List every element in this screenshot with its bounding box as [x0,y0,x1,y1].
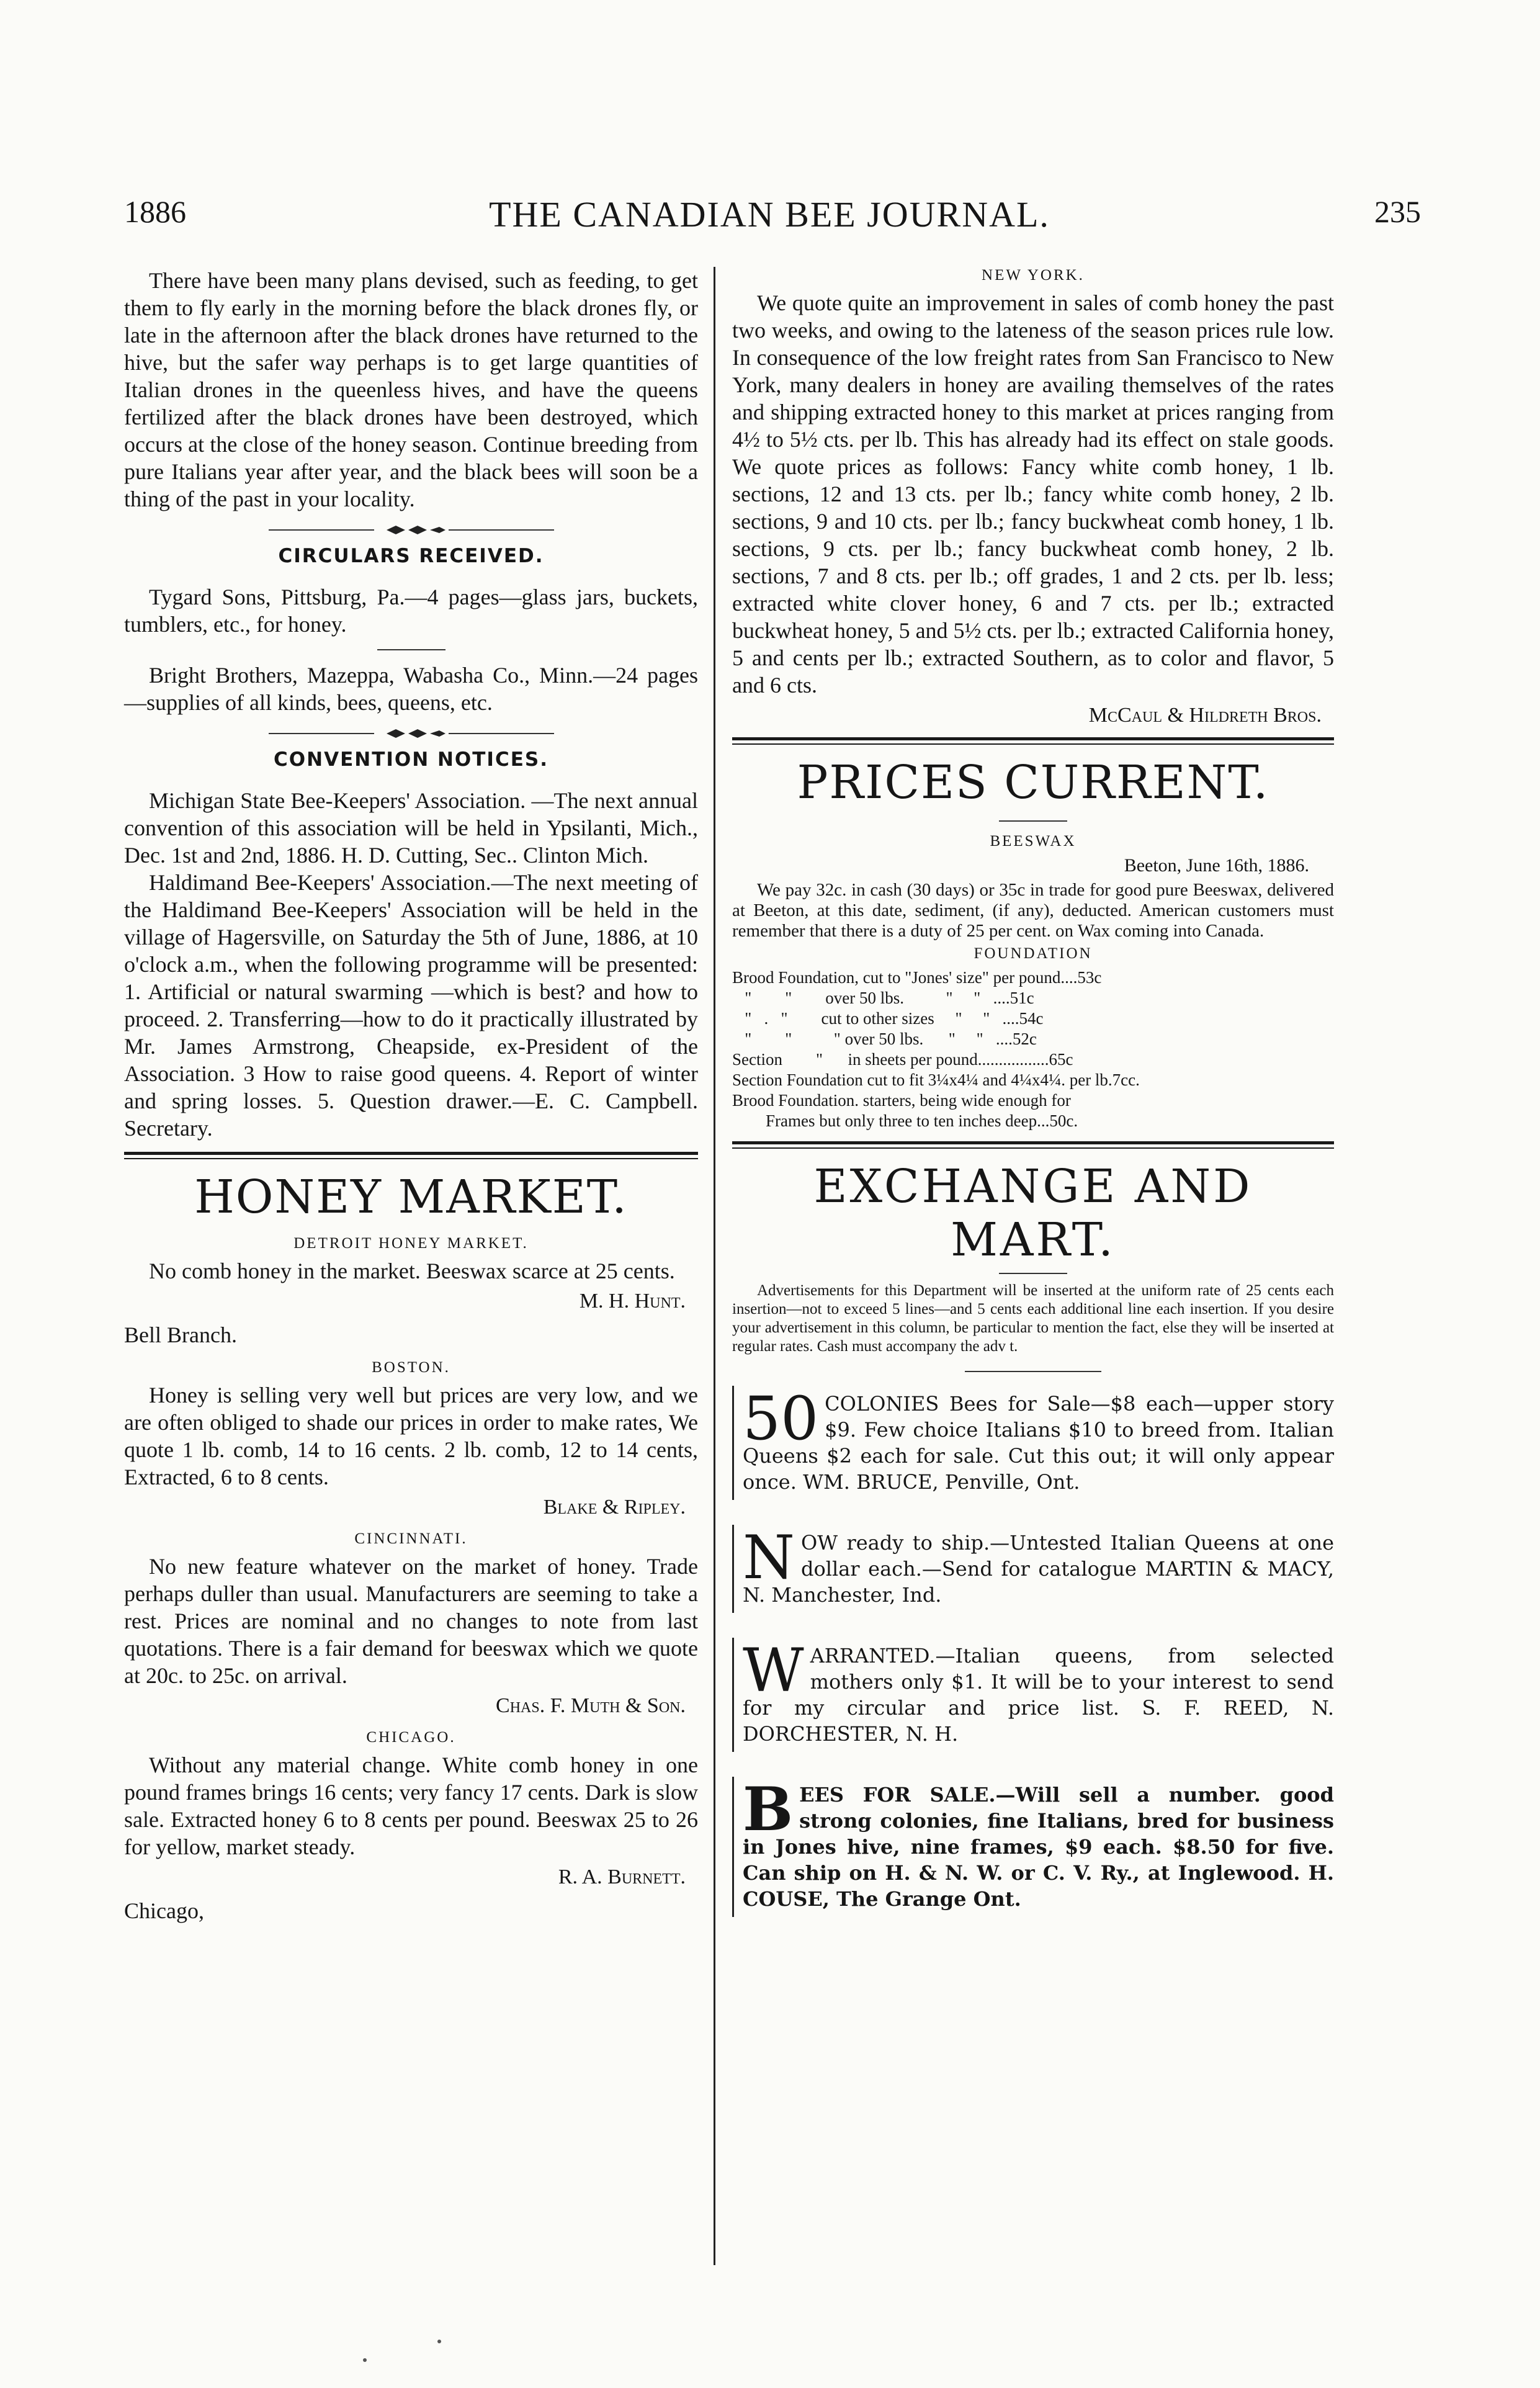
print-speck [437,2340,441,2343]
circular-tygard: Tygard Sons, Pittsburg, Pa.—4 pages—glass jars, buckets, tumblers, etc., for honey. [124,585,698,637]
prices-current-title: PRICES CURRENT. [797,756,1269,809]
circular-bright: Bright Brothers, Mazeppa, Wabasha Co., Minn.—24 pages—supplies of all kinds, bees, queens, etc. [124,663,698,715]
column-divider [714,267,715,2265]
newyork-signature: McCaul & Hildreth Bros. [1088,704,1322,727]
drop-cap: N [743,1523,795,1592]
newyork-report: We quote quite an improvement in sales of comb honey the past two weeks, and owing to the lateness of the season prices rule low. In consequence of the low freight rates from San Francisco to New York, many dealers in honey are availing themselves of the rates and shipping extracted honey to this market at prices ranging from 4½ to 5½ cts. per lb. This has already had its effect on stale goods. We quote prices as follows: Fancy white comb honey, 1 lb. sections, 12 and 13 cts. per lb.; fancy white comb honey, 2 lb. sections, 9 and 10 cts. per lb.; fancy buckwheat comb honey, 1 lb. sections, 9 cts. per lb.; fancy buckwheat comb honey, 2 lb. sections, 7 and 8 cts. per lb.; off grades, 1 and 2 cts. per lb. less; extracted white clover honey, 6 and 7 cts. per lb.; extracted buckwheat honey, 5 and 5½ cts. per lb.; extracted California honey, 5 and cents per lb.; extracted Southern, as to color and flavor, 5 and 6 cts. [732,290,1335,698]
exchange-terms: Advertisements for this Department will be inserted at the uniform rate of 25 cents each insertion—not to exceed 5 lines—and 5 cents each additional line each insertion. If you desire your advertisement in this column, be particular to mention the fact, else they will be inserted at regular rates. Cash must accompany the adv t. [732,1282,1334,1355]
short-rule [965,1371,1101,1372]
journal-title: THE CANADIAN BEE JOURNAL. [489,194,1050,235]
chicago-place: Chicago, [124,1898,204,1923]
short-rule [999,1273,1067,1274]
price-line: Section Foundation cut to fit 3¼x4¼ and 4¼x4¼. per lb.7cc. [732,1071,1140,1089]
double-rule [732,1141,1334,1149]
intro-paragraph: There have been many plans devised, such as feeding, to get them to fly early in the morning before the black drones fly, or late in the afternoon after the black drones have returned to the hive, but the safer way perhaps is to get large quantities of Italian drones in the queenless hives, and have the queens fertilized after the black drones have been destroyed, which occurs at the close of the honey season. Continue breeding from pure Italians year after year, and the black bees will soon be a thing of the past in your locality. [124,268,698,511]
convention-heading: CONVENTION NOTICES. [274,748,548,771]
chicago-signature: R. A. Burnett. [558,1865,686,1888]
double-rule [732,737,1334,745]
cincinnati-signature: Chas. F. Muth & Son. [496,1694,686,1717]
drop-cap: B [743,1774,794,1844]
right-column [732,267,1334,1942]
short-rule [999,820,1067,822]
beeswax-text: We pay 32c. in cash (30 days) or 35c in trade for good pure Beeswax, delivered at Beeton, at this date, sediment, (if any), deducted. American customers must remember that there is a duty of 25 per cent. on Wax coming into Canada. [732,880,1334,941]
drop-cap: 50 [743,1384,819,1453]
detroit-place: Bell Branch. [124,1322,237,1347]
beeswax-heading: BEESWAX [990,833,1077,850]
ad-text: OW ready to ship.—Untested Italian Queens at one dollar each.—Send for catalogue MARTIN & MACY, N. Manchester, Ind. [743,1531,1334,1607]
ad-couse-bees [732,1774,1334,1917]
boston-signature: Blake & Ripley. [543,1496,686,1519]
drop-cap: W [743,1636,804,1705]
detroit-report: No comb honey in the market. Beeswax scarce at 25 cents. [149,1259,675,1283]
chicago-heading: CHICAGO. [366,1729,456,1746]
price-line: " " " over 50 lbs. " " ....52c [732,1030,1037,1048]
haldimand-notice: Haldimand Bee-Keepers' Association.—The next meeting of the Haldimand Bee-Keepers' Association will be held in the village of Hagersville, on Saturday the 5th of June, 1886, at 10 o'clock a.m., when the following programme will be presented: 1. Artificial or natural swarming —which is best? and how to proceed. 2. Transferring—how to do it practically illustrated by Mr. James Armstrong, Cheapside, ex-President of the Association. 3 How to raise good queens. 4. Report of winter and spring losses. 5. Question drawer.—E. C. Campbell. Secretary. [124,870,698,1141]
boston-report: Honey is selling very well but prices are very low, and we are often obliged to shade our prices in order to make rates, We quote 1 lb. comb, 14 to 16 cents. 2 lb. comb, 12 to 14 cents, Extracted, 6 to 8 cents. [124,1383,698,1489]
page-number: 235 [1374,194,1421,229]
price-line: Brood Foundation, cut to "Jones' size" per pound....53c [732,968,1102,987]
detroit-signature: M. H. Hunt. [579,1290,686,1313]
ad-text: ARRANTED.—Italian queens, from selected mothers only $1. It will be to your interest to send for my circular and price list. S. F. REED, N. DORCHESTER, N. H. [743,1644,1334,1746]
short-rule [377,649,445,650]
ad-text: EES FOR SALE.—Will sell a number. good strong colonies, fine Italians, bred for business in Jones hive, nine frames, $9 each. $8.50 for five. Can ship on H. & N. W. or C. V. Ry., at Inglewood. H. COUSE, The Grange Ont. [743,1783,1334,1911]
print-speck [363,2358,367,2362]
price-line: Section " in sheets per pound.................65c [732,1050,1073,1069]
circulars-heading: CIRCULARS RECEIVED. [278,545,544,567]
ad-text: COLONIES Bees for Sale—$8 each—upper story $9. Few choice Italians $10 to breed from. Italian Queens $2 each for sale. Cut this out; it will only appear once. WM. BRUCE, Penville, Ont. [743,1392,1334,1494]
beeswax-dateline: Beeton, June 16th, 1886. [1124,855,1309,876]
ornament-divider [269,727,554,740]
cincinnati-heading: CINCINNATI. [354,1530,468,1547]
double-rule [124,1152,698,1159]
ornament-divider [269,524,554,536]
michigan-notice: Michigan State Bee-Keepers' Association. —The next annual convention of this association will be held in Ypsilanti, Mich., Dec. 1st and 2nd, 1886. H. D. Cutting, Sec.. Clinton Mich. [124,788,698,868]
newyork-heading: NEW YORK. [982,267,1085,284]
left-column [124,267,698,1935]
boston-heading: BOSTON. [372,1359,450,1376]
ad-reed-queens [732,1638,1334,1752]
ad-martin-macy [732,1525,1334,1613]
foundation-price-list [732,967,1334,1131]
cincinnati-report: No new feature whatever on the market of honey. Trade perhaps duller than usual. Manufacturers are seeming to take a rest. Prices are nominal and no changes to note from last quotations. There is a fair demand for beeswax which we quote at 20c. to 25c. on arrival. [124,1554,698,1688]
price-line: " . " cut to other sizes " " ....54c [732,1009,1044,1028]
foundation-heading: FOUNDATION [974,945,1093,962]
ad-bruce-colonies [732,1386,1334,1500]
price-line: " " over 50 lbs. " " ....51c [732,989,1034,1007]
chicago-report: Without any material change. White comb honey in one pound frames brings 16 cents; very fancy 17 cents. Dark is slow sale. Extracted honey 6 to 8 cents per pound. Beeswax 25 to 26 for yellow, market steady. [124,1753,698,1859]
detroit-heading: DETROIT HONEY MARKET. [293,1235,529,1252]
running-header [124,194,1421,243]
header-year: 1886 [124,194,186,229]
honey-market-title: HONEY MARKET. [194,1170,628,1224]
exchange-mart-title: EXCHANGE AND MART. [813,1160,1253,1267]
price-line: Brood Foundation. starters, being wide enough for [732,1091,1071,1110]
price-line: Frames but only three to ten inches deep...50c. [732,1111,1078,1130]
